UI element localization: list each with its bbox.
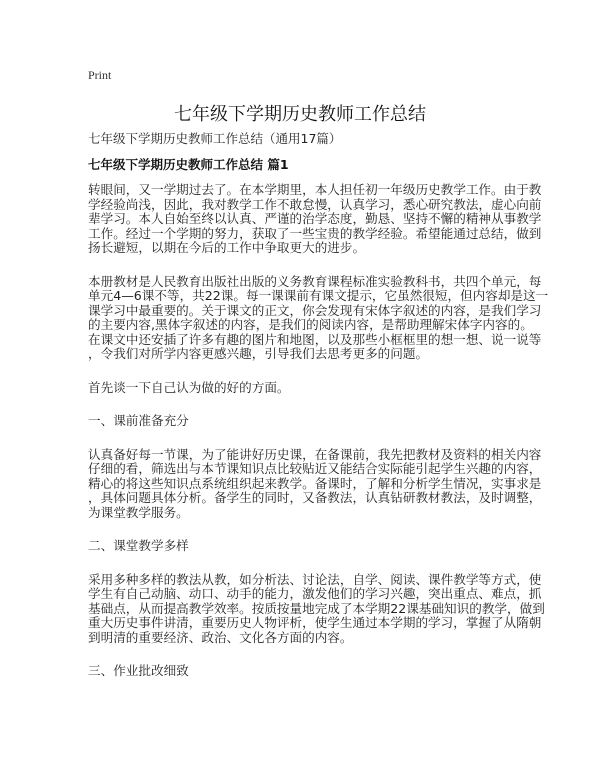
text-line: 采用多种多样的教法从教，如分析法、讨论法，自学、阅读、课件教学等方式，使 <box>88 571 542 587</box>
print-link[interactable]: Print <box>88 68 112 82</box>
paragraph <box>88 571 545 646</box>
text-line: 辈学习。本人自始至终以认真、严谨的治学态度，勤恳、坚持不懈的精神从事教学 <box>88 211 542 226</box>
section-subheading <box>88 664 528 679</box>
text-line: 扬长避短，以期在今后的工作中争取更大的进步。 <box>88 240 366 255</box>
text-line: ，令我们对所学内容更感兴趣，引导我们去思考更多的问题。 <box>88 346 429 361</box>
paragraph <box>88 446 542 521</box>
section-subheading <box>88 381 528 396</box>
text-line: 一、课前准备充分 <box>88 413 189 428</box>
paragraph <box>88 182 542 256</box>
text-line: 基础点，从而提高教学效率。按质按量地完成了本学期22课基础知识的教学，做到 <box>88 600 545 616</box>
text-line: 首先谈一下自己认为做的好的方面。 <box>88 379 290 395</box>
text-line: 学生有自己动脑、动口、动手的能力，激发他们的学习兴趣，突出重点、难点，抓 <box>88 586 542 601</box>
document-body <box>88 131 549 698</box>
text-line: 认真备好每一节课，为了能讲好历史课，在备课前，我先把教材及资料的相关内容 <box>88 446 542 462</box>
text-line: 仔细的看，筛选出与本节课知识点比较贴近又能结合实际能引起学生兴趣的内容， <box>88 461 542 476</box>
section-subheading <box>88 539 528 554</box>
text-line: 的主要内容,黑体字叙述的内容，是我们的阅读内容，是帮助理解宋体字内容的。 <box>88 317 533 332</box>
text-line: ，具体问题具体分析。备学生的同时，又备教法，认真钻研教材教法，及时调整， <box>88 490 542 505</box>
paragraphs <box>88 182 549 679</box>
text-line: 重大历史事件讲清，重要历史人物评析，使学生通过本学期的学习，掌握了从隋朝 <box>88 615 542 630</box>
text-line: 到明清的重要经济、政治、文化各方面的内容。 <box>88 629 353 645</box>
text-line: 三、作业批改细致 <box>88 663 189 678</box>
text-line: 二、课堂教学多样 <box>88 538 189 553</box>
document-title: 七年级下学期历史教师工作总结 <box>174 104 426 125</box>
text-line: 本册教材是人民教育出版社出版的义务教育课程标准实验教科书，共四个单元，每 <box>88 273 542 289</box>
section-heading: 七年级下学期历史教师工作总结 篇1 <box>88 157 289 172</box>
text-line: 学经验尚浅，因此，我对教学工作不敢怠慢，认真学习，悉心研究教法，虚心向前 <box>88 196 542 212</box>
text-line: 转眼间，又一学期过去了。在本学期里，本人担任初一年级历史教学工作。由于教 <box>88 182 542 197</box>
text-line: 为课堂教学服务。 <box>88 504 189 520</box>
text-line: 工作。经过一个学期的努力，获取了一些宝贵的教学经验。希望能通过总结，做到 <box>88 225 542 241</box>
document-subtitle: 七年级下学期历史教师工作总结（通用17篇） <box>88 131 342 146</box>
text-line: 课学习中最重要的。关于课文的正文，你会发现有宋体字叙述的内容，是我们学习 <box>88 302 542 318</box>
paragraph <box>88 273 549 362</box>
text-line: 精心的将这些知识点系统组织起来教学。备课时，了解和分析学生情况，实事求是 <box>88 475 542 491</box>
text-line: 单元4—6课不等，共22课。每一课课前有课文提示，它虽然很短，但内容却是这一 <box>88 288 549 303</box>
section-subheading <box>88 414 528 429</box>
text-line: 在课文中还安插了许多有趣的图片和地图，以及那些小框框里的想一想、说一说等 <box>88 331 542 347</box>
